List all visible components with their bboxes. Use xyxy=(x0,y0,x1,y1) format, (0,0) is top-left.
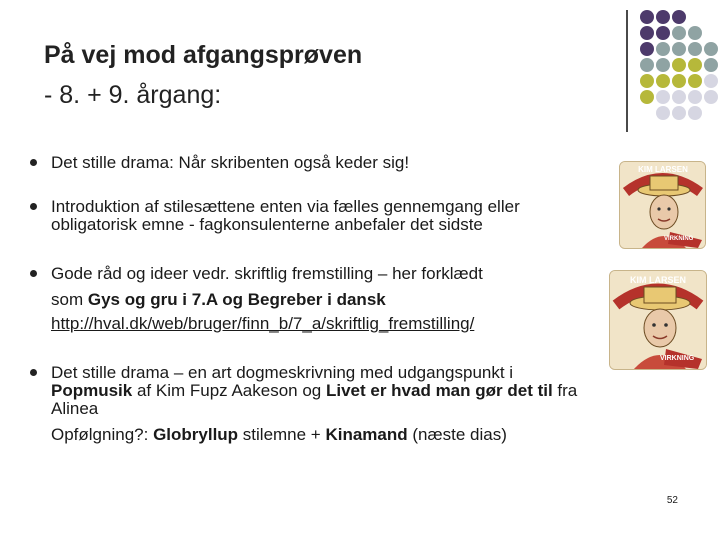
bullet-3-bold: Gys og gru i 7.A og Begreber i dansk xyxy=(87,290,386,309)
dot xyxy=(656,10,670,24)
dot xyxy=(688,58,702,72)
dot xyxy=(656,58,670,72)
dot xyxy=(688,106,702,120)
bullet-3-link[interactable]: http://hval.dk/web/bruger/finn_b/7_a/skriftlig_fremstilling/ xyxy=(51,314,475,333)
dot xyxy=(704,90,718,104)
bullet-4-line-3: Alinea xyxy=(51,399,99,418)
followup-label: Opfølgning?: xyxy=(51,425,154,444)
dot xyxy=(672,10,686,24)
followup-suffix: (næste dias) xyxy=(407,425,507,444)
popmusik-title: Popmusik xyxy=(51,381,133,400)
badge-top-text: KIM LARSEN xyxy=(638,165,688,174)
globryllup-title: Globryllup xyxy=(153,425,239,444)
bullet-4-suffix: fra xyxy=(552,381,578,400)
dot xyxy=(672,26,686,40)
bullet-1-text: Det stille drama: Når skribenten også keder sig! xyxy=(51,153,410,172)
followup-mid: stilemne + xyxy=(238,425,326,444)
page-number: 52 xyxy=(666,495,678,506)
dot xyxy=(672,74,686,88)
dot xyxy=(656,26,670,40)
dot xyxy=(640,58,654,72)
dot xyxy=(688,26,702,40)
dot xyxy=(640,10,654,24)
dot xyxy=(640,42,654,56)
bullet-2-line-1: Introduktion af stilesættene enten via fælles gennemgang eller xyxy=(51,197,520,216)
dot xyxy=(672,106,686,120)
dot xyxy=(672,42,686,56)
dot xyxy=(640,26,654,40)
dot xyxy=(640,74,654,88)
slide-title: På vej mod afgangsprøven xyxy=(44,41,363,69)
bullet-3-line-2 xyxy=(51,291,386,308)
kinamand-title: Kinamand xyxy=(325,425,408,444)
bullet-icon xyxy=(30,159,37,166)
decorative-dot-grid xyxy=(636,10,720,122)
dot xyxy=(704,74,718,88)
dot xyxy=(688,90,702,104)
dot xyxy=(656,74,670,88)
dot xyxy=(704,58,718,72)
bullet-4-author: af Kim Fupz Aakeson og xyxy=(132,381,326,400)
badge-top-text: KIM LARSEN xyxy=(630,275,686,285)
bullet-4-line-1: Det stille drama – en art dogmeskrivning med udgangspunkt i xyxy=(51,363,514,382)
album-badge-image-1 xyxy=(619,161,706,249)
bullet-icon xyxy=(30,203,37,210)
dot xyxy=(688,74,702,88)
dot xyxy=(672,58,686,72)
dot xyxy=(656,90,670,104)
bullet-4-line-2 xyxy=(51,382,577,399)
album-badge-image-2 xyxy=(609,270,707,370)
slide-subtitle: - 8. + 9. årgang: xyxy=(44,81,222,109)
badge-bottom-text: VIRKNING xyxy=(664,236,694,242)
dot xyxy=(672,90,686,104)
bullet-3-line-1: Gode råd og ideer vedr. skriftlig fremstilling – her forklædt xyxy=(51,264,483,283)
livet-title: Livet er hvad man gør det til xyxy=(325,381,553,400)
bullet-icon xyxy=(30,270,37,277)
bullet-4-line-4 xyxy=(51,426,507,443)
bullet-2-line-2: obligatorisk emne - fagkonsulenterne anbefaler det sidste xyxy=(51,215,483,234)
dot xyxy=(656,42,670,56)
dot xyxy=(704,42,718,56)
dot xyxy=(656,106,670,120)
divider-line xyxy=(626,10,628,132)
badge-bottom-text: VIRKNING xyxy=(660,355,695,362)
dot xyxy=(640,90,654,104)
dot xyxy=(688,42,702,56)
bullet-3-prefix: som xyxy=(51,290,88,309)
bullet-icon xyxy=(30,369,37,376)
